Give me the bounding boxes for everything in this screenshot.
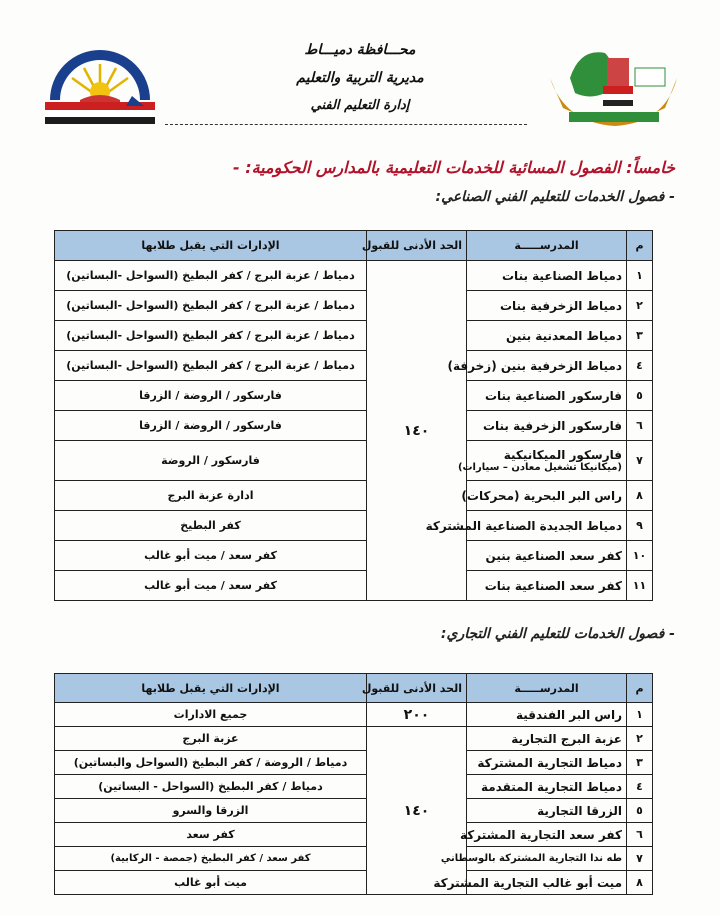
school-name: دمياط الصناعية بنات	[467, 261, 627, 291]
row-num: ٨	[627, 871, 653, 895]
header-departments: الإدارات التي يقبل طلابها	[55, 231, 367, 261]
departments: كفر سعد / كفر البطيخ (جمصة - الركابية)	[55, 847, 367, 871]
departments: كفر سعد / ميت أبو غالب	[55, 571, 367, 601]
table-row	[55, 799, 653, 823]
departments: الزرقا والسرو	[55, 799, 367, 823]
school-name: فارسكور الزخرفية بنات	[467, 411, 627, 441]
table-row	[55, 381, 653, 411]
industrial-subtitle: - فصول الخدمات للتعليم الفني الصناعي:	[435, 189, 675, 205]
departments: دمياط / عزبة البرج / كفر البطيخ (السواحل -البساتين)	[55, 351, 367, 381]
school-name: فارسكور الصناعية بنات	[467, 381, 627, 411]
row-num: ٦	[627, 823, 653, 847]
table-row	[55, 871, 653, 895]
table-row	[55, 727, 653, 751]
table-row	[55, 411, 653, 441]
departments: كفر سعد / ميت أبو غالب	[55, 541, 367, 571]
school-name: كفر سعد الصناعية بنات	[467, 571, 627, 601]
departments: فارسكور / الروضة / الزرقا	[55, 411, 367, 441]
school-name: ميت أبو غالب التجارية المشتركة	[467, 871, 627, 895]
header-min-score: الحد الأدنى للقبول	[367, 674, 467, 703]
table-row	[55, 847, 653, 871]
row-num: ٧	[627, 441, 653, 481]
row-num: ٨	[627, 481, 653, 511]
departments: دمياط / عزبة البرج / كفر البطيخ (السواحل -البساتين)	[55, 321, 367, 351]
table-row	[55, 775, 653, 799]
table-row	[55, 823, 653, 847]
row-num: ٤	[627, 351, 653, 381]
school-name	[457, 441, 627, 481]
school-name: عزبة البرج التجارية	[467, 727, 627, 751]
industrial-table	[54, 230, 653, 601]
governorate-name: محـــافظة دميـــاط	[304, 42, 416, 58]
commercial-table	[54, 673, 653, 895]
table-row	[55, 261, 653, 291]
school-name: دمياط الجديدة الصناعية المشتركة	[467, 511, 627, 541]
departments: جميع الادارات	[55, 703, 367, 727]
row-num: ٢	[627, 291, 653, 321]
row-num: ٣	[627, 321, 653, 351]
school-name-note: (ميكانيكا تشغيل معادن – سيارات)	[457, 462, 622, 473]
departments: عزبة البرج	[55, 727, 367, 751]
departments: دمياط / عزبة البرج / كفر البطيخ (السواحل -البساتين)	[55, 291, 367, 321]
row-num: ٥	[627, 381, 653, 411]
section-title: خامساً: الفصول المسائية للخدمات التعليمية بالمدارس الحكومية: -	[232, 158, 675, 177]
departments: ادارة عزبة البرج	[55, 481, 367, 511]
departments: دمياط / عزبة البرج / كفر البطيخ (السواحل -البساتين)	[55, 261, 367, 291]
header-num: م	[627, 674, 653, 703]
table-row	[55, 703, 653, 727]
document-header	[0, 36, 720, 120]
min-score: ١٤٠	[367, 727, 467, 895]
row-num: ٦	[627, 411, 653, 441]
departments: فارسكور / الروضة	[55, 441, 367, 481]
header-divider	[165, 124, 527, 125]
school-name: دمياط الزخرفية بنين (زخرفة)	[467, 351, 627, 381]
school-name: الزرقا التجارية	[467, 799, 627, 823]
min-score: ١٤٠	[367, 261, 467, 601]
school-name: كفر سعد الصناعية بنين	[467, 541, 627, 571]
school-name: راس البر البحرية (محركات)	[467, 481, 627, 511]
directorate-name: مديرية التربية والتعليم	[296, 70, 424, 86]
table-row	[55, 481, 653, 511]
table-row	[55, 291, 653, 321]
school-name: دمياط التجارية المتقدمة	[467, 775, 627, 799]
school-name: دمياط المعدنية بنين	[467, 321, 627, 351]
administration-name: إدارة التعليم الفني	[310, 98, 410, 113]
table-row	[55, 751, 653, 775]
table-row	[55, 541, 653, 571]
commercial-subtitle: - فصول الخدمات للتعليم الفني التجاري:	[440, 626, 675, 642]
departments: ميت أبو غالب	[55, 871, 367, 895]
table-header-row	[55, 231, 653, 261]
school-name-main: فارسكور الميكانيكية	[503, 448, 622, 462]
row-num: ٤	[627, 775, 653, 799]
row-num: ٢	[627, 727, 653, 751]
school-name: دمياط التجارية المشتركة	[467, 751, 627, 775]
header-num: م	[627, 231, 653, 261]
school-name: راس البر الفندقية	[467, 703, 627, 727]
row-num: ٩	[627, 511, 653, 541]
table-row	[55, 511, 653, 541]
row-num: ٥	[627, 799, 653, 823]
min-score: ٢٠٠	[367, 703, 467, 727]
row-num: ١١	[627, 571, 653, 601]
school-name: كفر سعد التجارية المشتركة	[467, 823, 627, 847]
departments: كفر البطيخ	[55, 511, 367, 541]
header-school: المدرســـــة	[467, 674, 627, 703]
row-num: ١٠	[627, 541, 653, 571]
row-num: ١	[627, 261, 653, 291]
departments: كفر سعد	[55, 823, 367, 847]
table-row	[55, 321, 653, 351]
departments: دمياط / الروضة / كفر البطيخ (السواحل والبساتين)	[55, 751, 367, 775]
school-name: طه ندا التجارية المشتركة بالوسطاني	[467, 847, 627, 871]
table-row	[55, 441, 653, 481]
header-departments: الإدارات التي يقبل طلابها	[55, 674, 367, 703]
header-school: المدرســـــة	[467, 231, 627, 261]
school-name: دمياط الزخرفية بنات	[467, 291, 627, 321]
row-num: ١	[627, 703, 653, 727]
header-min-score: الحد الأدنى للقبول	[367, 231, 467, 261]
table-row	[55, 571, 653, 601]
row-num: ٣	[627, 751, 653, 775]
departments: دمياط / كفر البطيخ (السواحل - البساتين)	[55, 775, 367, 799]
departments: فارسكور / الروضة / الزرقا	[55, 381, 367, 411]
row-num: ٧	[627, 847, 653, 871]
table-header-row	[55, 674, 653, 703]
table-row	[55, 351, 653, 381]
